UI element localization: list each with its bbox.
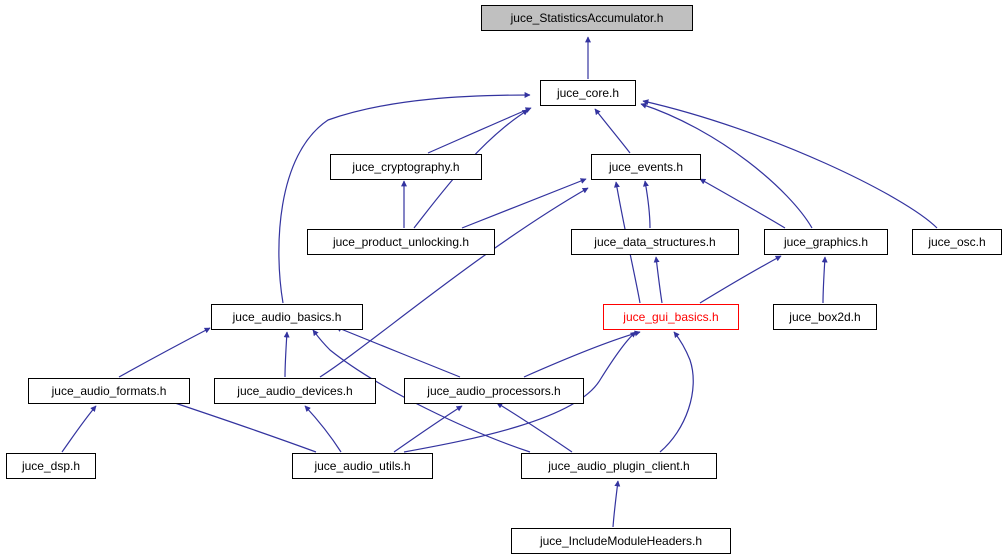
node-juce-statistics-accumulator[interactable]: juce_StatisticsAccumulator.h <box>481 5 693 31</box>
edge-gui-basics-to-graphics <box>700 256 781 303</box>
edge-audio-devices-to-audio-basics <box>285 332 287 377</box>
edge-cryptography-to-core <box>428 108 531 153</box>
edge-audio-processors-to-audio-basics <box>336 327 460 377</box>
node-juce-audio-plugin-client[interactable]: juce_audio_plugin_client.h <box>521 453 717 479</box>
node-juce-box2d[interactable]: juce_box2d.h <box>773 304 877 330</box>
edge-audio-processors-to-gui-basics <box>524 332 640 377</box>
node-juce-dsp[interactable]: juce_dsp.h <box>6 453 96 479</box>
node-juce-audio-utils[interactable]: juce_audio_utils.h <box>292 453 433 479</box>
edge-gui-basics-to-data-structures <box>656 257 662 303</box>
edge-data-structures-to-events <box>645 181 650 228</box>
edge-audio-formats-to-audio-basics <box>119 328 210 377</box>
edge-box2d-to-graphics <box>823 257 825 303</box>
node-juce-graphics[interactable]: juce_graphics.h <box>764 229 888 255</box>
node-juce-audio-devices[interactable]: juce_audio_devices.h <box>214 378 376 404</box>
edge-product-unlocking-to-events <box>462 179 586 228</box>
edge-include-module-headers-to-audio-plugin-client <box>613 481 618 527</box>
edge-dsp-to-audio-formats <box>62 406 96 452</box>
edge-audio-devices-to-events <box>320 188 588 377</box>
edge-audio-utils-to-audio-processors <box>394 406 462 452</box>
node-juce-product-unlocking[interactable]: juce_product_unlocking.h <box>307 229 495 255</box>
node-juce-audio-processors[interactable]: juce_audio_processors.h <box>404 378 584 404</box>
edge-events-to-core <box>595 109 630 153</box>
node-juce-gui-basics[interactable]: juce_gui_basics.h <box>603 304 739 330</box>
node-juce-audio-basics[interactable]: juce_audio_basics.h <box>211 304 363 330</box>
node-juce-core[interactable]: juce_core.h <box>540 80 636 106</box>
node-juce-include-module-headers[interactable]: juce_IncludeModuleHeaders.h <box>511 528 731 554</box>
edge-audio-plugin-client-to-audio-processors <box>497 403 572 452</box>
node-juce-osc[interactable]: juce_osc.h <box>912 229 1002 255</box>
node-juce-cryptography[interactable]: juce_cryptography.h <box>330 154 482 180</box>
node-juce-data-structures[interactable]: juce_data_structures.h <box>571 229 739 255</box>
edge-audio-basics-to-core <box>279 95 530 303</box>
edge-graphics-to-events <box>700 179 785 228</box>
edge-audio-utils-to-audio-formats <box>163 399 316 452</box>
node-juce-audio-formats[interactable]: juce_audio_formats.h <box>28 378 190 404</box>
node-juce-events[interactable]: juce_events.h <box>591 154 701 180</box>
edge-audio-plugin-client-to-gui-basics <box>660 332 693 452</box>
edge-audio-utils-to-audio-devices <box>305 406 341 452</box>
